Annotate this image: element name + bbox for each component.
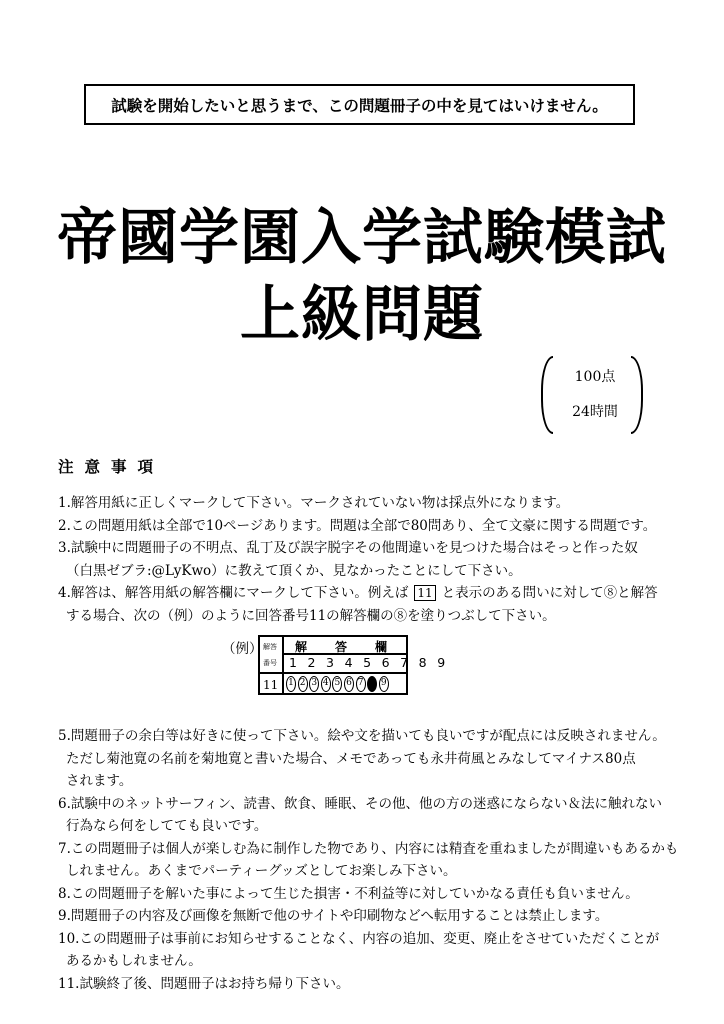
sheet-answer-label: 解答 (263, 643, 277, 651)
sheet-divider-row (260, 672, 408, 674)
instruction-4 (58, 582, 698, 605)
sheet-title: 解 答 欄 (294, 640, 395, 654)
instruction-6-cont: 行為なら何をしてても良いです。 (66, 818, 268, 834)
instruction-7: 7.この問題冊子は個人が楽しむ為に制作した物であり、内容には精査を重ねましたが間違いもあるかも (58, 840, 679, 857)
answer-bubble-4: 4 (321, 676, 331, 692)
answer-bubble-3: 3 (309, 676, 319, 692)
instruction-5: 5.問題冊子の余白等は好きに使って下さい。絵や文を描いても良いですが配点には反映されません。 (58, 728, 666, 744)
sheet-digits: 1 2 3 4 5 6 7 8 9 (289, 655, 449, 670)
notes-heading: 注意事項 (58, 458, 165, 476)
instruction-5-cont: ただし菊池寛の名前を菊地寛と書いた場合、メモであっても永井荷風とみなしてマイナス80点 (66, 750, 636, 767)
example-answer-sheet (258, 635, 449, 695)
answer-bubble-7: 7 (356, 676, 366, 692)
instructions-list (58, 492, 698, 995)
answer-bubble-8 (367, 676, 377, 692)
sheet-row-number: 11 (263, 678, 279, 692)
answer-bubble-6: 6 (344, 676, 354, 692)
example-label: （例） (222, 641, 263, 657)
answer-bubble-5: 5 (332, 676, 342, 692)
bubble-row (286, 676, 389, 692)
notice-text: 試験を開始したいと思うまで、この問題冊子の中を見てはいけません。 (111, 96, 608, 115)
instruction-5-cont2: されます。 (66, 773, 133, 789)
answer-bubble-9: 9 (379, 676, 389, 692)
instruction-7-cont: しれません。あくまでパーティーグッズとしてお楽しみ下さい。 (66, 863, 457, 879)
instruction-8: 8.この問題冊子を解いた事によって生じた損害・不利益等に対していかなる責任も負いません。 (58, 885, 639, 902)
notice-box (84, 84, 635, 125)
question-number-box: 11 (414, 585, 435, 601)
instruction-2: 2.この問題用紙は全部で10ページあります。問題は全部で80問あり、全て文豪に関する問題です。 (58, 517, 657, 534)
instruction-10: 10.この問題冊子は事前にお知らせすることなく、内容の追加、変更、廃止をさせていただくことが (58, 930, 660, 947)
instruction-10-cont: あるかもしれません。 (66, 953, 202, 969)
time-limit: 24時間 (572, 404, 618, 420)
instruction-4-post: と表示のある問いに対して⑧と解答 (441, 585, 658, 601)
answer-bubble-1: 1 (286, 676, 296, 692)
exam-title: 帝國学園入学試験模試 (57, 203, 667, 273)
instruction-9: 9.問題冊子の内容及び画像を無断で他のサイトや印刷物などへ転用することは禁止します。 (58, 908, 609, 924)
sheet-number-label: 番号 (263, 659, 277, 667)
total-points: 100点 (574, 369, 616, 385)
instruction-4-cont: する場合、次の（例）のように回答番号11の解答欄の⑧を塗りつぶして下さい。 (66, 607, 556, 624)
instruction-4-pre: 4.解答は、解答用紙の解答欄にマークして下さい。例えば (58, 585, 409, 601)
exam-subtitle: 上級問題 (240, 280, 484, 350)
instruction-6: 6.試験中のネットサーフィン、読書、飲食、睡眠、その他、他の方の迷惑にならない＆法に触れない (58, 795, 663, 812)
answer-bubble-2: 2 (298, 676, 308, 692)
instruction-3: 3.試験中に問題冊子の不明点、乱丁及び誤字脱字その他間違いを見つけた場合はそっと作った奴 (58, 540, 638, 556)
instruction-1: 1.解答用紙に正しくマークして下さい。マークされていない物は採点外になります。 (58, 495, 570, 511)
instruction-11: 11.試験終了後、問題冊子はお持ち帰り下さい。 (58, 975, 350, 992)
instruction-3-cont: （白黒ゼブラ:@LyKwo）に教えて頂くか、見なかったことにして下さい。 (66, 562, 522, 579)
